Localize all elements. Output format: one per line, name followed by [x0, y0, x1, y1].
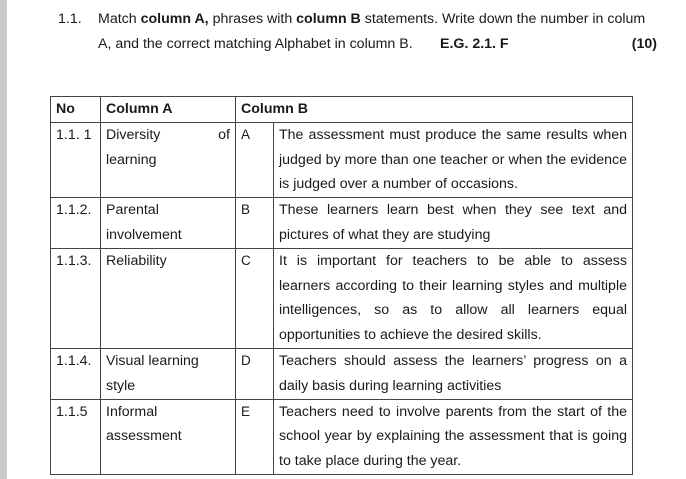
example-answer: E.G. 2.1. F	[440, 36, 509, 52]
column-a-cell	[101, 122, 236, 197]
column-a-cell: Reliability	[101, 248, 236, 348]
column-b-description: These learners learn best when they see text and pictures of what they are studying	[274, 198, 633, 249]
letter-cell: C	[236, 248, 274, 348]
question-number: 1.1.	[58, 11, 82, 27]
column-a-text: Diversity	[106, 126, 161, 143]
column-a-text-line2: learning	[106, 151, 157, 168]
letter-cell: D	[236, 348, 274, 399]
row-number: 1.1.4.	[51, 348, 101, 399]
instruction-bold-col-a: column A,	[140, 11, 209, 27]
header-column-a: Column A	[101, 97, 236, 123]
table-row	[51, 248, 633, 348]
instruction-text: Match	[98, 11, 141, 27]
row-number: 1.1.2.	[51, 198, 101, 249]
column-a-text-suffix: of	[218, 126, 230, 143]
table-row	[51, 348, 633, 399]
letter-cell: A	[236, 122, 274, 197]
column-a-line	[106, 123, 230, 148]
row-number: 1.1.5	[51, 399, 101, 474]
instruction-bold-col-b: column B	[296, 11, 361, 27]
instruction-line-1	[98, 7, 645, 32]
letter-cell: E	[236, 399, 274, 474]
column-a-cell: Parental involvement	[101, 198, 236, 249]
table-row	[51, 198, 633, 249]
header-column-b: Column B	[236, 97, 633, 123]
table-row	[51, 122, 633, 197]
marks-total: (10)	[631, 36, 657, 52]
table-row	[51, 399, 633, 474]
column-b-description: The assessment must produce the same results when judged by more than one teacher or when the evidence is judged over a number of occasions.	[274, 122, 633, 197]
row-number: 1.1. 1	[51, 122, 101, 197]
column-b-description: It is important for teachers to be able to assess learners according to their learning styles and multiple intelligences, so as to allow all learners equal opportunities to achieve the desired skills.	[274, 248, 633, 348]
header-no: No	[51, 97, 101, 123]
row-number: 1.1.3.	[51, 248, 101, 348]
table-header-row	[51, 97, 633, 123]
instruction-text: phrases with	[208, 11, 297, 27]
column-a-cell: Visual learning style	[101, 348, 236, 399]
letter-cell: B	[236, 198, 274, 249]
column-b-description: Teachers need to involve parents from the start of the school year by explaining the assessment that is going to take place during the year.	[274, 399, 633, 474]
left-margin-bar	[0, 0, 7, 479]
column-b-description: Teachers should assess the learners’ progress on a daily basis during learning activities	[274, 348, 633, 399]
column-a-cell: Informal assessment	[101, 399, 236, 474]
matching-table	[50, 96, 633, 475]
instruction-line-2: A, and the correct matching Alphabet in column B.	[98, 36, 413, 52]
instruction-text: statements. Write down the number in colum	[360, 11, 646, 27]
